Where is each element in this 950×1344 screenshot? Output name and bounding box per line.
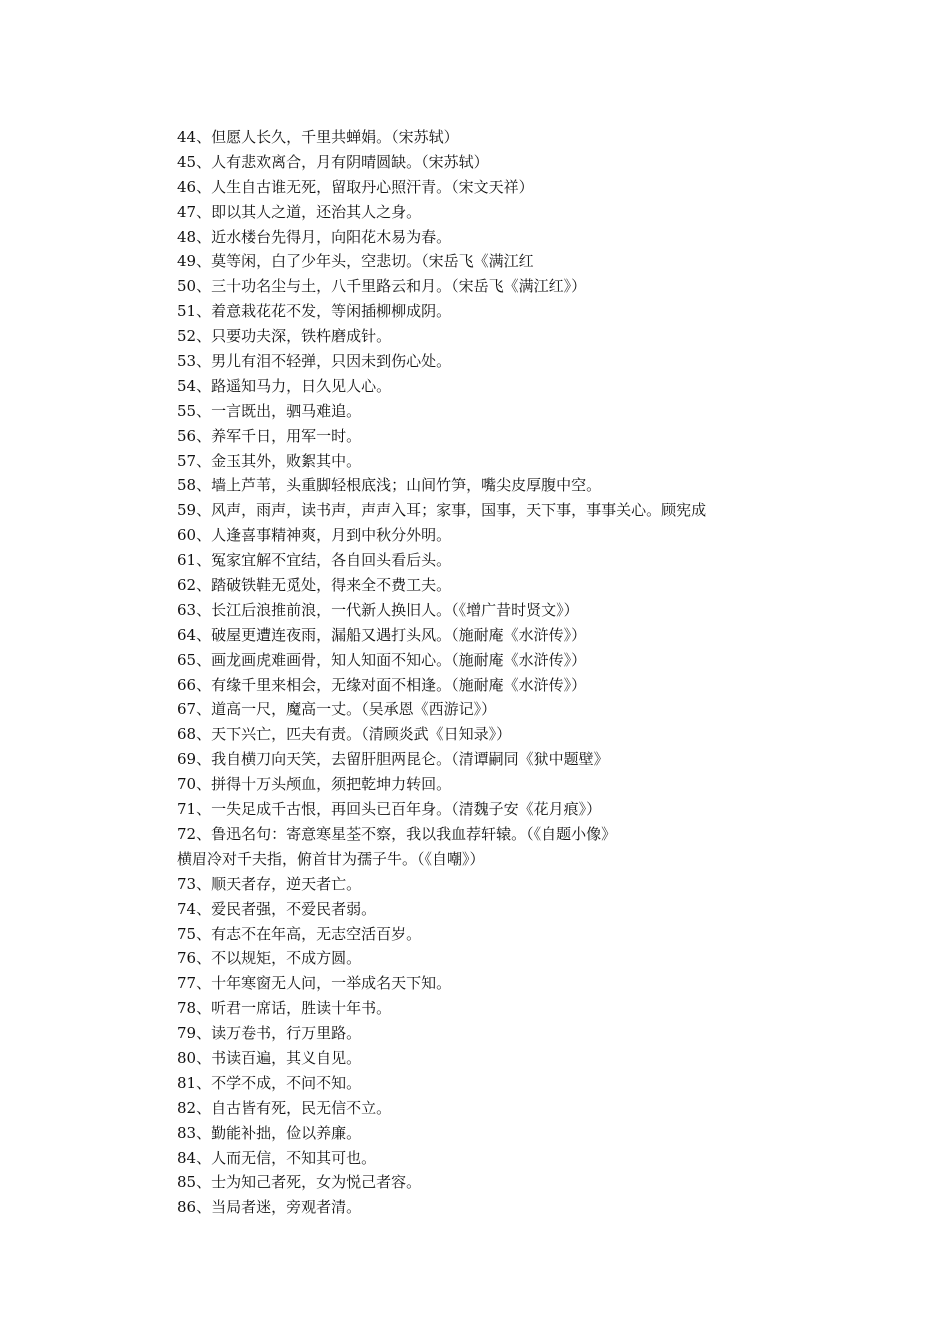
quote-line: 78、听君一席话，胜读十年书。 [177,999,392,1018]
quote-line: 72、鲁迅名句：寄意寒星荃不察，我以我血荐轩辕。（《自题小像》 [177,824,617,843]
quote-line: 70、拼得十万头颅血，须把乾坤力转回。 [177,775,452,794]
quote-line: 55、一言既出，驷马难追。 [177,401,362,420]
quote-line: 61、冤家宜解不宜结，各自回头看后头。 [177,551,452,570]
quote-line: 64、破屋更遭连夜雨，漏船又遇打头风。（施耐庵《水浒传》） [177,625,587,644]
quote-line: 73、顺天者存，逆天者亡。 [177,874,362,893]
quote-line: 67、道高一尺，魔高一丈。（吴承恩《西游记》） [177,700,497,719]
quote-line: 69、我自横刀向天笑，去留肝胆两昆仑。（清谭嗣同《狱中题壁》 [177,750,609,769]
quote-line: 66、有缘千里来相会，无缘对面不相逢。（施耐庵《水浒传》） [177,675,587,694]
quote-line: 44、但愿人长久，千里共蝉娟。（宋苏轼） [177,128,459,146]
quote-line: 53、男儿有泪不轻弹，只因未到伤心处。 [177,352,452,371]
quote-line: 48、近水楼台先得月，向阳花木易为春。 [177,227,452,246]
quote-line: 52、只要功夫深，铁杵磨成针。 [177,327,392,346]
quote-line: 横眉冷对千夫指，俯首甘为孺子牛。（《自嘲》） [177,849,485,868]
quote-line: 50、三十功名尘与土，八千里路云和月。（宋岳飞《满江红》） [177,277,587,296]
quote-line: 63、长江后浪推前浪，一代新人换旧人。（《增广昔时贤文》） [177,600,579,619]
quote-line: 82、自古皆有死，民无信不立。 [177,1098,392,1117]
quote-list [177,125,877,1220]
quote-line: 57、金玉其外，败絮其中。 [177,451,362,470]
quote-line: 62、踏破铁鞋无觅处，得来全不费工夫。 [177,576,452,595]
quote-line: 51、着意栽花花不发，等闲插柳柳成阴。 [177,302,452,321]
quote-line: 54、路遥知马力，日久见人心。 [177,376,392,395]
quote-line: 76、不以规矩，不成方圆。 [177,949,362,968]
quote-line: 85、士为知己者死，女为悦己者容。 [177,1173,422,1192]
quote-line: 79、读万卷书，行万里路。 [177,1024,362,1043]
quote-line: 46、人生自古谁无死，留取丹心照汗青。（宋文天祥） [177,177,534,196]
quote-line: 47、即以其人之道，还治其人之身。 [177,202,422,221]
quote-line: 83、勤能补拙，俭以养廉。 [177,1123,362,1142]
quote-line: 45、人有悲欢离合，月有阴晴圆缺。（宋苏轼） [177,152,489,171]
quote-line: 77、十年寒窗无人问，一举成名天下知。 [177,974,452,993]
quote-line: 81、不学不成，不问不知。 [177,1073,362,1092]
quote-line: 60、人逢喜事精神爽，月到中秋分外明。 [177,526,452,545]
quote-line: 80、书读百遍，其义自见。 [177,1048,362,1067]
quote-line: 59、风声，雨声，读书声，声声入耳；家事，国事，天下事，事事关心。顾宪成 [177,501,707,520]
quote-line: 56、养军千日，用军一时。 [177,426,362,445]
quote-line: 74、爱民者强，不爱民者弱。 [177,899,377,918]
quote-line: 58、墙上芦苇，头重脚轻根底浅；山间竹笋，嘴尖皮厚腹中空。 [177,476,602,495]
quote-line: 65、画龙画虎难画骨，知人知面不知心。（施耐庵《水浒传》） [177,650,587,669]
quote-line: 75、有志不在年高，无志空活百岁。 [177,924,422,943]
quote-line: 71、一失足成千古恨，再回头已百年身。（清魏子安《花月痕》） [177,800,602,819]
quote-line: 68、天下兴亡，匹夫有责。（清顾炎武《日知录》） [177,725,512,744]
quote-line: 49、莫等闲，白了少年头，空悲切。（宋岳飞《满江红 [177,252,534,271]
quote-line: 84、人而无信，不知其可也。 [177,1148,377,1167]
quote-line: 86、当局者迷，旁观者清。 [177,1198,362,1217]
